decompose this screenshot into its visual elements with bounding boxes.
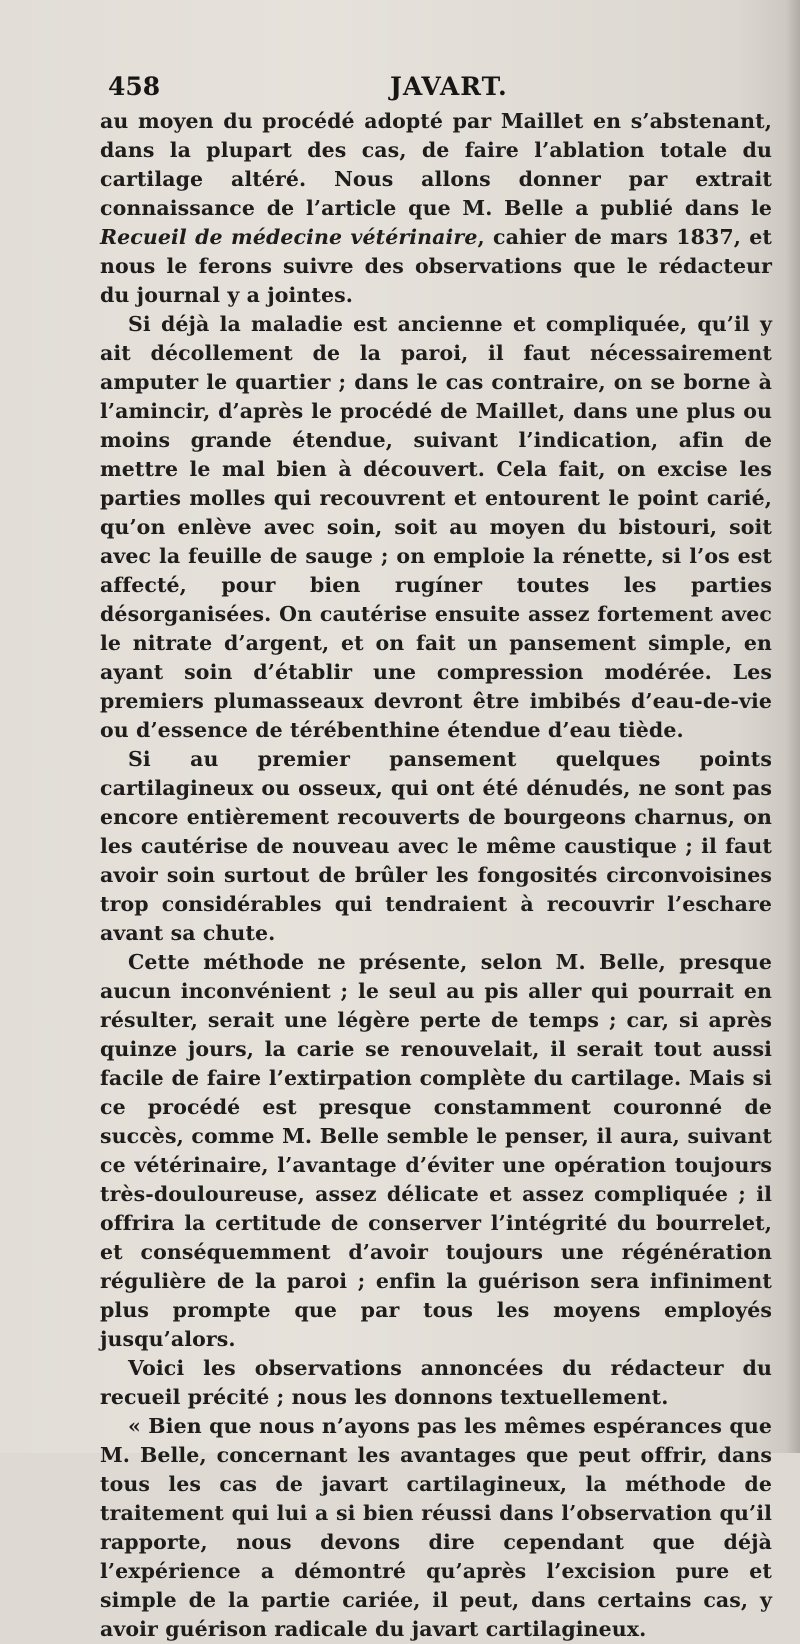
- paragraph-text: au moyen du procédé adopté par Maillet en s’abstenant, dans la plupart des cas, de faire l’ablation totale du cartilage altéré. Nous allons donner par extrait connaissance de l’article que M. Belle a publié dans le: [100, 109, 772, 220]
- page-number: 458: [108, 72, 161, 101]
- paragraph: Cette méthode ne présente, selon M. Belle, presque aucun inconvénient ; le seul au pis aller qui pourrait en résulter, serait une légère perte de temps ; car, si après quinze jours, la carie se renouvelait, il serait tout aussi facile de faire l’extirpation complète du cartilage. Mais si ce procédé est presque constamment couronné de succès, comme M. Belle semble le penser, il aura, suivant ce vétérinaire, l’avantage d’éviter une opération toujours très-douloureuse, assez délicate et assez compliquée ; il offrira la certitude de conserver l’intégrité du bourrelet, et conséquemment d’avoir toujours une régénération régulière de la paroi ; enfin la guérison sera infiniment plus prompte que par tous les moyens employés jusqu’alors.: [100, 950, 772, 1351]
- journal-title: Recueil de médecine vétérinaire: [100, 225, 478, 249]
- paragraph-quote: « Bien que nous n’ayons pas les mêmes espérances que M. Belle, concernant les avantages que peut offrir, dans tous les cas de javart cartilagineux, la méthode de traitement qui lui a si bien réussi dans l’observation qu’il rapporte, nous devons dire cependant que déjà l’expérience a démontré qu’après l’excision pure et simple de la partie cariée, il peut, dans certains cas, y avoir guérison radicale du javart cartilagineux.: [100, 1414, 772, 1641]
- paragraph-text: , cahier de mars 1837, et nous le ferons suivre des observations que le rédacteur du journal y a jointes.: [100, 225, 773, 307]
- paragraph: Si déjà la maladie est ancienne et compliquée, qu’il y ait décollement de la paroi, il faut nécessairement amputer le quartier ; dans le cas contraire, on se borne à l’amincir, d’après le procédé de Maillet, dans une plus ou moins grande étendue, suivant l’indication, afin de mettre le mal bien à découvert. Cela fait, on excise les parties molles qui recouvrent et entourent le point carié, qu’on enlève avec soin, soit au moyen du bistouri, soit avec la feuille de sauge ; on emploie la rénette, si l’os est affecté, pour bien rugíner toutes les parties désorganisées. On cautérise ensuite assez fortement avec le nitrate d’argent, et on fait un pansement simple, en ayant soin d’établir une compression modérée. Les premiers plumasseaux devront être imbibés d’eau-de-vie ou d’essence de térébenthine étendue d’eau tiède.: [100, 312, 772, 742]
- page-header: [108, 72, 768, 106]
- paragraph-continuation: [100, 107, 772, 310]
- running-title: JAVART.: [390, 72, 508, 101]
- paragraph: Si au premier pansement quelques points cartilagineux ou osseux, qui ont été dénudés, ne sont pas encore entièrement recouverts de bourgeons charnus, on les cautérise de nouveau avec le même caustique ; il faut avoir soin surtout de brûler les fongosités circonvoisines trop considérables qui tendraient à recouvrir l’eschare avant sa chute.: [100, 747, 772, 945]
- page-gutter-shadow: [786, 0, 800, 1453]
- body-text: [100, 107, 772, 1644]
- paragraph: Voici les observations annoncées du rédacteur du recueil précité ; nous les donnons textuellement.: [100, 1356, 772, 1409]
